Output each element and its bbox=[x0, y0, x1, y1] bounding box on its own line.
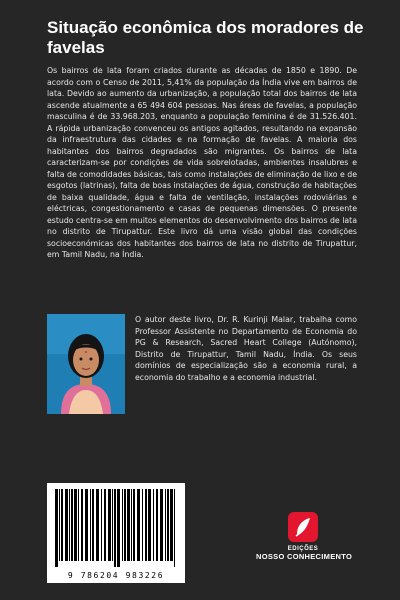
barcode-bar bbox=[117, 489, 120, 567]
barcode-bar bbox=[156, 489, 158, 561]
barcode-bar bbox=[71, 489, 73, 561]
barcode-bar bbox=[90, 489, 91, 561]
barcode-bar bbox=[112, 489, 113, 561]
author-bio: O autor deste livro, Dr. R. Kurinji Malar, trabalha como Professor Assistente no Departamento de Economia do PG & Research, Sacred Heart College (Autónomo), Distrito de Tirupattur, Tamil Nadu, Índia. Os seus domínios de especialização são a economia rural, a economia do trabalho e a economia industrial. bbox=[135, 315, 357, 382]
barcode-bar bbox=[165, 489, 166, 561]
barcode-bar bbox=[104, 489, 106, 561]
barcode-bar bbox=[145, 489, 147, 561]
barcode-bar bbox=[133, 489, 135, 561]
barcode-bar bbox=[61, 489, 63, 561]
isbn-digits: 9 786204 983226 bbox=[67, 571, 165, 580]
pen-nib-logo-icon bbox=[288, 512, 318, 542]
barcode-bar bbox=[74, 489, 77, 561]
barcode-bar bbox=[142, 489, 143, 561]
barcode-bar bbox=[69, 489, 70, 561]
barcode-bar bbox=[124, 489, 126, 561]
barcode-bar bbox=[174, 489, 175, 567]
book-title: Situação econômica dos moradores de favelas bbox=[47, 18, 364, 57]
barcode-bar bbox=[85, 489, 88, 561]
barcode-bar bbox=[131, 489, 132, 561]
barcode-bar bbox=[137, 489, 140, 561]
barcode-bar bbox=[108, 489, 111, 561]
barcode-bar bbox=[96, 489, 99, 561]
barcode-bar bbox=[101, 489, 102, 561]
barcode-bar bbox=[167, 489, 169, 561]
book-description: Os bairros de lata foram criados durante as décadas de 1850 e 1890. De acordo com o Censo de 2011, 5,41% da população da Índia vive em bairros de lata. Devido ao aumento da urbanização, a população total dos bairros de lata ascende atualmente a 65 494 604 pessoas. Nas áreas de favelas, a população masculina é de 33.968.203, enquanto a população feminina é de 31.526.401. A rápida urbanização convenceu os antigos agitados, resultando na expansão da infraestrutura das cidades e na formação de favelas. A maioria dos habitantes dos bairros degradados são migrantes. Os bairros de lata caracterizam-se por condições de vida sobrelotadas, ambientes insalubres e falta de comodidades básicas, tais como instalações de eliminação de lixo e de esgotos (latrinas), falta de boas instalações de água, construção de habitações de baixa qualidade, água e falta de ventilação, instalações rodoviárias e eléctricas, congestionamento e casas de pequenas dimensões. O presente estudo centra-se em muitos elementos do desenvolvimento dos bairros de lata no distrito de Tirupattur. Este livro dá uma visão global das condições socioeconómicas dos habitantes dos bairros de lata no distrito de Tirupattur, em Tamil Nadu, na Índia. bbox=[47, 66, 357, 259]
barcode-bar bbox=[153, 489, 154, 561]
barcode-bar bbox=[170, 489, 173, 561]
publisher-line-2: NOSSO CONHECIMENTO bbox=[256, 552, 353, 561]
barcode-bar bbox=[81, 489, 83, 561]
barcode-bar bbox=[92, 489, 94, 561]
barcode-bars bbox=[47, 483, 185, 569]
barcode-bar bbox=[55, 489, 58, 567]
barcode-bar bbox=[65, 489, 68, 561]
author-photo bbox=[47, 314, 125, 414]
barcode-bar bbox=[78, 489, 79, 561]
barcode-bar bbox=[148, 489, 151, 561]
author-portrait bbox=[47, 314, 125, 414]
publisher-line-1: EDIÇÕES bbox=[287, 546, 319, 552]
isbn-barcode bbox=[47, 483, 185, 583]
barcode-bar bbox=[114, 489, 116, 567]
publisher-block bbox=[256, 512, 353, 561]
barcode-bar bbox=[122, 489, 123, 561]
barcode-bar bbox=[127, 489, 130, 561]
barcode-bar bbox=[59, 489, 60, 561]
barcode-bar bbox=[160, 489, 163, 561]
